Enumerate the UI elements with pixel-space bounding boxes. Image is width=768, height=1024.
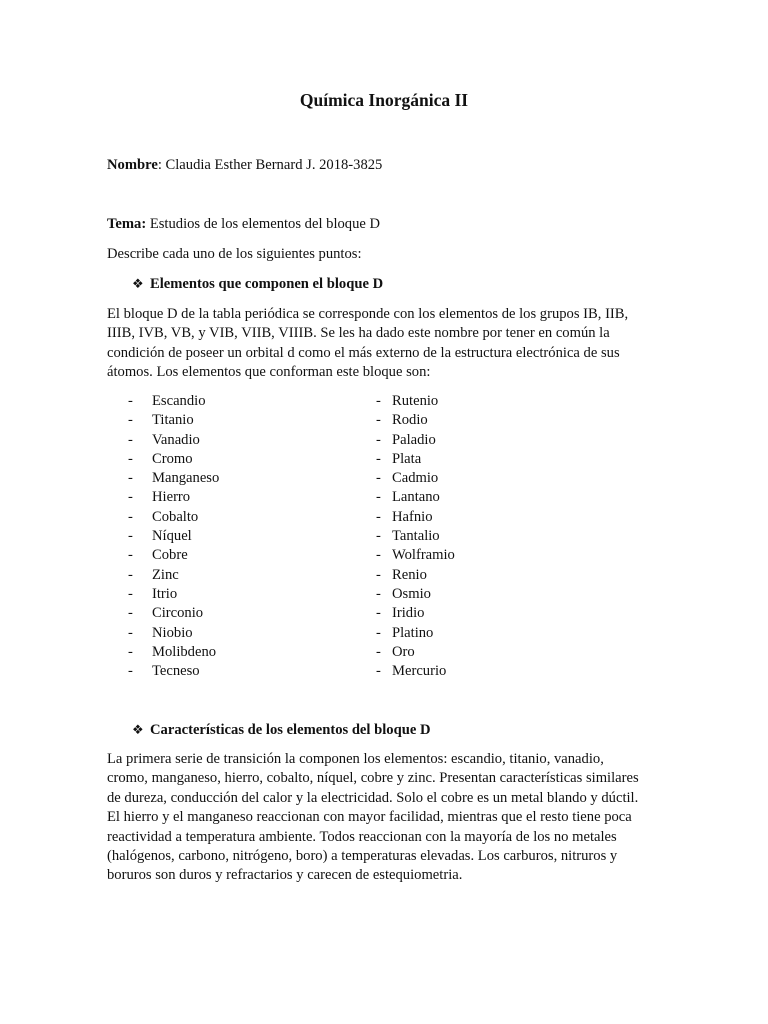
element-name: Cadmio <box>392 470 439 487</box>
list-item <box>376 450 455 469</box>
list-item <box>376 411 455 430</box>
list-dash: - <box>376 605 381 622</box>
element-name: Iridio <box>392 605 425 622</box>
list-dash: - <box>376 412 381 429</box>
element-name: Vanadio <box>152 431 200 448</box>
list-item <box>128 585 219 604</box>
list-item <box>128 604 219 623</box>
list-dash: - <box>376 547 381 564</box>
list-dash: - <box>376 489 381 506</box>
list-item <box>128 643 219 662</box>
list-dash: - <box>128 450 133 467</box>
list-dash: - <box>128 547 133 564</box>
list-dash: - <box>376 643 381 660</box>
list-item <box>376 566 455 585</box>
list-item <box>128 411 219 430</box>
diamond-bullet-icon: ❖ <box>132 722 144 737</box>
element-name: Paladio <box>392 431 436 448</box>
element-name: Titanio <box>152 412 194 429</box>
list-dash: - <box>128 566 133 583</box>
element-name: Mercurio <box>392 663 447 680</box>
list-dash: - <box>376 528 381 545</box>
element-name: Cobalto <box>152 508 199 525</box>
list-item <box>376 527 455 546</box>
element-name: Tantalio <box>392 528 440 545</box>
element-name: Hierro <box>152 489 191 506</box>
list-item <box>128 508 219 527</box>
paragraph-line: La primera serie de transición la componen los elementos: escandio, titanio, vanadio, <box>107 751 604 767</box>
list-dash: - <box>376 450 381 467</box>
element-name: Osmio <box>392 585 431 602</box>
list-dash: - <box>128 624 133 641</box>
list-item <box>376 392 455 411</box>
element-name: Niobio <box>152 624 193 641</box>
instruction-text: Describe cada uno de los siguientes puntos: <box>107 246 362 262</box>
list-item <box>128 566 219 585</box>
paragraph-line: IIIB, IVB, VB, y VIB, VIIB, VIIIB. Se les ha dado este nombre por tener en común la <box>107 325 610 342</box>
section1-heading <box>132 276 383 293</box>
list-item <box>376 488 455 507</box>
element-name: Cromo <box>152 450 193 467</box>
paragraph-line: condición de poseer un orbital d como el más externo de la estructura electrónica de sus <box>107 344 620 361</box>
element-name: Plata <box>392 450 422 467</box>
list-dash: - <box>128 412 133 429</box>
list-dash: - <box>376 624 381 641</box>
element-name: Circonio <box>152 605 204 622</box>
paragraph-line: El bloque D de la tabla periódica se corresponde con los elementos de los grupos IB, IIB, <box>107 306 629 322</box>
element-name: Itrio <box>152 585 178 602</box>
paragraph-line: cromo, manganeso, hierro, cobalto, níquel, cobre y zinc. Presentan características similares <box>107 770 639 787</box>
element-name: Rutenio <box>392 393 439 409</box>
list-item <box>128 662 219 681</box>
list-item <box>128 392 219 411</box>
paragraph-line: átomos. Los elementos que conforman este bloque son: <box>107 364 431 381</box>
nombre-value: : Claudia Esther Bernard J. 2018-3825 <box>157 157 383 173</box>
list-dash: - <box>128 663 133 680</box>
list-item <box>376 469 455 488</box>
list-item <box>376 431 455 450</box>
list-dash: - <box>128 393 133 409</box>
paragraph-line: El hierro y el manganeso reaccionan con mayor facilidad, mientras que el resto tiene poca <box>107 809 632 826</box>
section2-heading-text: Características de los elementos del bloque D <box>150 722 431 738</box>
list-item <box>376 585 455 604</box>
section2-heading <box>132 722 430 739</box>
diamond-bullet-icon: ❖ <box>132 276 144 291</box>
element-name: Manganeso <box>152 470 220 487</box>
document-title: Química Inorgánica II <box>299 90 469 110</box>
paragraph-line: reactividad a temperatura ambiente. Todos reaccionan con la mayoría de los no metales <box>107 828 617 845</box>
section2-paragraph <box>107 750 667 886</box>
list-dash: - <box>376 508 381 525</box>
elements-list-left <box>128 392 219 681</box>
list-item <box>128 546 219 565</box>
list-item <box>128 450 219 469</box>
tema-value: Estudios de los elementos del bloque D <box>146 216 381 232</box>
element-name: Molibdeno <box>152 643 217 660</box>
list-item <box>376 604 455 623</box>
element-name: Cobre <box>152 547 188 564</box>
list-item <box>376 546 455 565</box>
section1-heading-text: Elementos que componen el bloque D <box>150 276 384 292</box>
list-dash: - <box>376 431 381 448</box>
list-item <box>376 643 455 662</box>
paragraph-line: boruros son duros y refractarios y carecen de estequiometria. <box>107 867 463 884</box>
element-name: Zinc <box>152 566 179 583</box>
section1-paragraph <box>107 305 667 383</box>
element-name: Hafnio <box>392 508 433 525</box>
list-item <box>376 662 455 681</box>
list-dash: - <box>128 470 133 487</box>
list-dash: - <box>376 470 381 487</box>
list-dash: - <box>128 605 133 622</box>
nombre-line <box>107 157 382 174</box>
list-dash: - <box>128 489 133 506</box>
element-name: Rodio <box>392 412 428 429</box>
list-dash: - <box>376 663 381 680</box>
nombre-label: Nombre <box>107 157 158 173</box>
list-dash: - <box>128 431 133 448</box>
list-item <box>376 624 455 643</box>
list-item <box>128 527 219 546</box>
list-item <box>128 488 219 507</box>
element-name: Lantano <box>392 489 440 506</box>
element-name: Níquel <box>152 528 192 545</box>
element-name: Renio <box>392 566 427 583</box>
list-dash: - <box>376 566 381 583</box>
element-name: Tecneso <box>152 663 200 680</box>
paragraph-line: de dureza, conducción del calor y la electricidad. Solo el cobre es un metal blando y dúctil. <box>107 789 639 806</box>
tema-line <box>107 216 380 233</box>
list-dash: - <box>128 643 133 660</box>
element-name: Oro <box>392 643 415 660</box>
list-item <box>128 624 219 643</box>
element-name: Platino <box>392 624 434 641</box>
list-dash: - <box>376 585 381 602</box>
list-dash: - <box>128 508 133 525</box>
element-name: Wolframio <box>392 547 455 564</box>
elements-list-right <box>376 392 455 681</box>
list-dash: - <box>128 585 133 602</box>
paragraph-line: (halógenos, carbono, nitrógeno, boro) a temperaturas elevadas. Los carburos, nitruros y <box>107 848 618 865</box>
tema-label: Tema: <box>107 216 147 232</box>
list-dash: - <box>128 528 133 545</box>
list-item <box>376 508 455 527</box>
element-name: Escandio <box>152 393 206 409</box>
list-dash: - <box>376 393 381 409</box>
list-item <box>128 431 219 450</box>
list-item <box>128 469 219 488</box>
